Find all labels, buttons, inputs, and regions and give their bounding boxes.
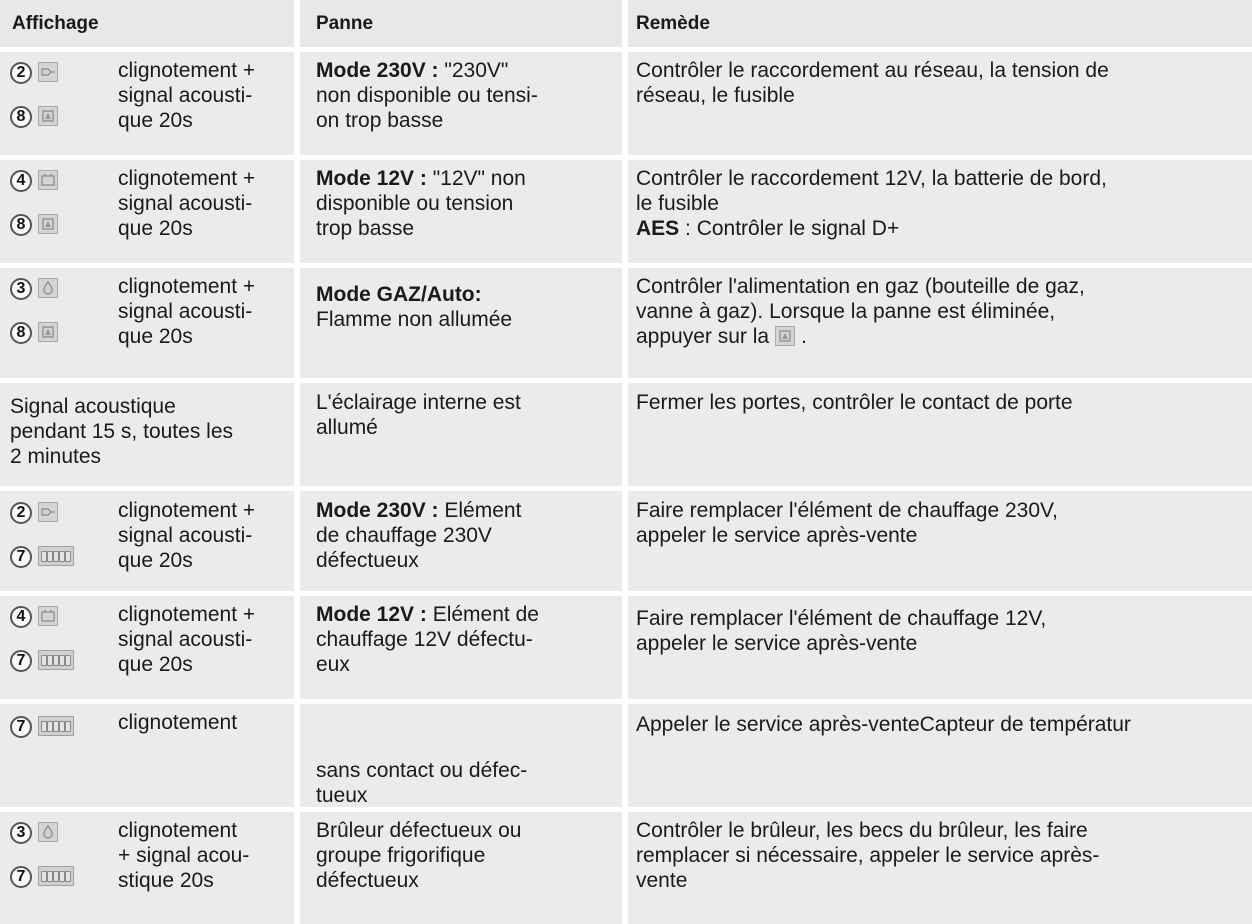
header-affichage: Affichage [0, 0, 294, 47]
temperature-segments-icon [38, 866, 74, 886]
display-number-badge: 2 [10, 502, 32, 524]
flame-icon [38, 822, 58, 842]
remede-text: Faire remplacer l'élément de chauffage 230V, appeler le service après-vente [636, 499, 1058, 547]
affichage-text: clignotement + signal acousti- que 20s [118, 603, 256, 676]
panne-text: L'éclairage interne est allumé [316, 391, 521, 439]
display-number-badge: 4 [10, 170, 32, 192]
temperature-segments-icon [38, 716, 74, 736]
affichage-text: Signal acoustique pendant 15 s, toutes les 2 minutes [10, 395, 233, 468]
display-number-badge: 7 [10, 650, 32, 672]
display-number-badge: 7 [10, 546, 32, 568]
reset-button-icon [38, 106, 58, 126]
panne-text: sans contact ou défec- tueux [316, 759, 528, 807]
battery-icon [38, 170, 58, 190]
display-number-badge: 2 [10, 62, 32, 84]
affichage-text: clignotement + signal acousti- que 20s [118, 167, 256, 240]
remede-text: Contrôler le raccordement au réseau, la tension de réseau, le fusible [636, 59, 1109, 107]
plug-icon [38, 502, 58, 522]
remede-text: Fermer les portes, contrôler le contact de porte [636, 391, 1073, 414]
battery-icon [38, 606, 58, 626]
affichage-text: clignotement + signal acou- stique 20s [118, 819, 250, 892]
affichage-text: clignotement [118, 711, 238, 734]
remede-text: Appeler le service après-venteCapteur de températur [636, 713, 1131, 736]
display-number-badge: 7 [10, 716, 32, 738]
remede-text: Contrôler l'alimentation en gaz (bouteille de gaz, vanne à gaz). Lorsque la panne est éliminée, appuyer sur la . [636, 275, 1085, 348]
panne-text: Mode 12V : "12V" non disponible ou tension trop basse [316, 167, 526, 240]
affichage-text: clignotement + signal acousti- que 20s [118, 275, 256, 348]
column-divider [294, 0, 300, 924]
panne-text: Mode GAZ/Auto: Flamme non allumée [316, 283, 513, 331]
display-number-badge: 8 [10, 322, 32, 344]
header-panne: Panne [300, 0, 622, 47]
remede-text: Faire remplacer l'élément de chauffage 12V, appeler le service après-vente [636, 607, 1047, 655]
plug-icon [38, 62, 58, 82]
panne-text: Mode 230V : "230V" non disponible ou tensi- on trop basse [316, 59, 538, 132]
display-number-badge: 4 [10, 606, 32, 628]
display-number-badge: 3 [10, 278, 32, 300]
panne-text: Brûleur défectueux ou groupe frigorifique défectueux [316, 819, 522, 892]
reset-button-icon [38, 322, 58, 342]
reset-button-icon [775, 326, 795, 346]
temperature-segments-icon [38, 650, 74, 670]
display-number-badge: 8 [10, 214, 32, 236]
remede-text: Contrôler le raccordement 12V, la batterie de bord, le fusible AES : Contrôler le signal D+ [636, 167, 1107, 240]
display-number-badge: 7 [10, 866, 32, 888]
affichage-text: clignotement + signal acousti- que 20s [118, 59, 256, 132]
flame-icon [38, 278, 58, 298]
column-divider [622, 0, 628, 924]
temperature-segments-icon [38, 546, 74, 566]
panne-text: Mode 230V : Elément de chauffage 230V défectueux [316, 499, 522, 572]
header-remede: Remède [628, 0, 1252, 47]
display-number-badge: 8 [10, 106, 32, 128]
affichage-text: clignotement + signal acousti- que 20s [118, 499, 256, 572]
reset-button-icon [38, 214, 58, 234]
remede-text: Contrôler le brûleur, les becs du brûleur, les faire remplacer si nécessaire, appeler le service après- vente [636, 819, 1100, 892]
display-number-badge: 3 [10, 822, 32, 844]
panne-text: Mode 12V : Elément de chauffage 12V défectu- eux [316, 603, 539, 676]
